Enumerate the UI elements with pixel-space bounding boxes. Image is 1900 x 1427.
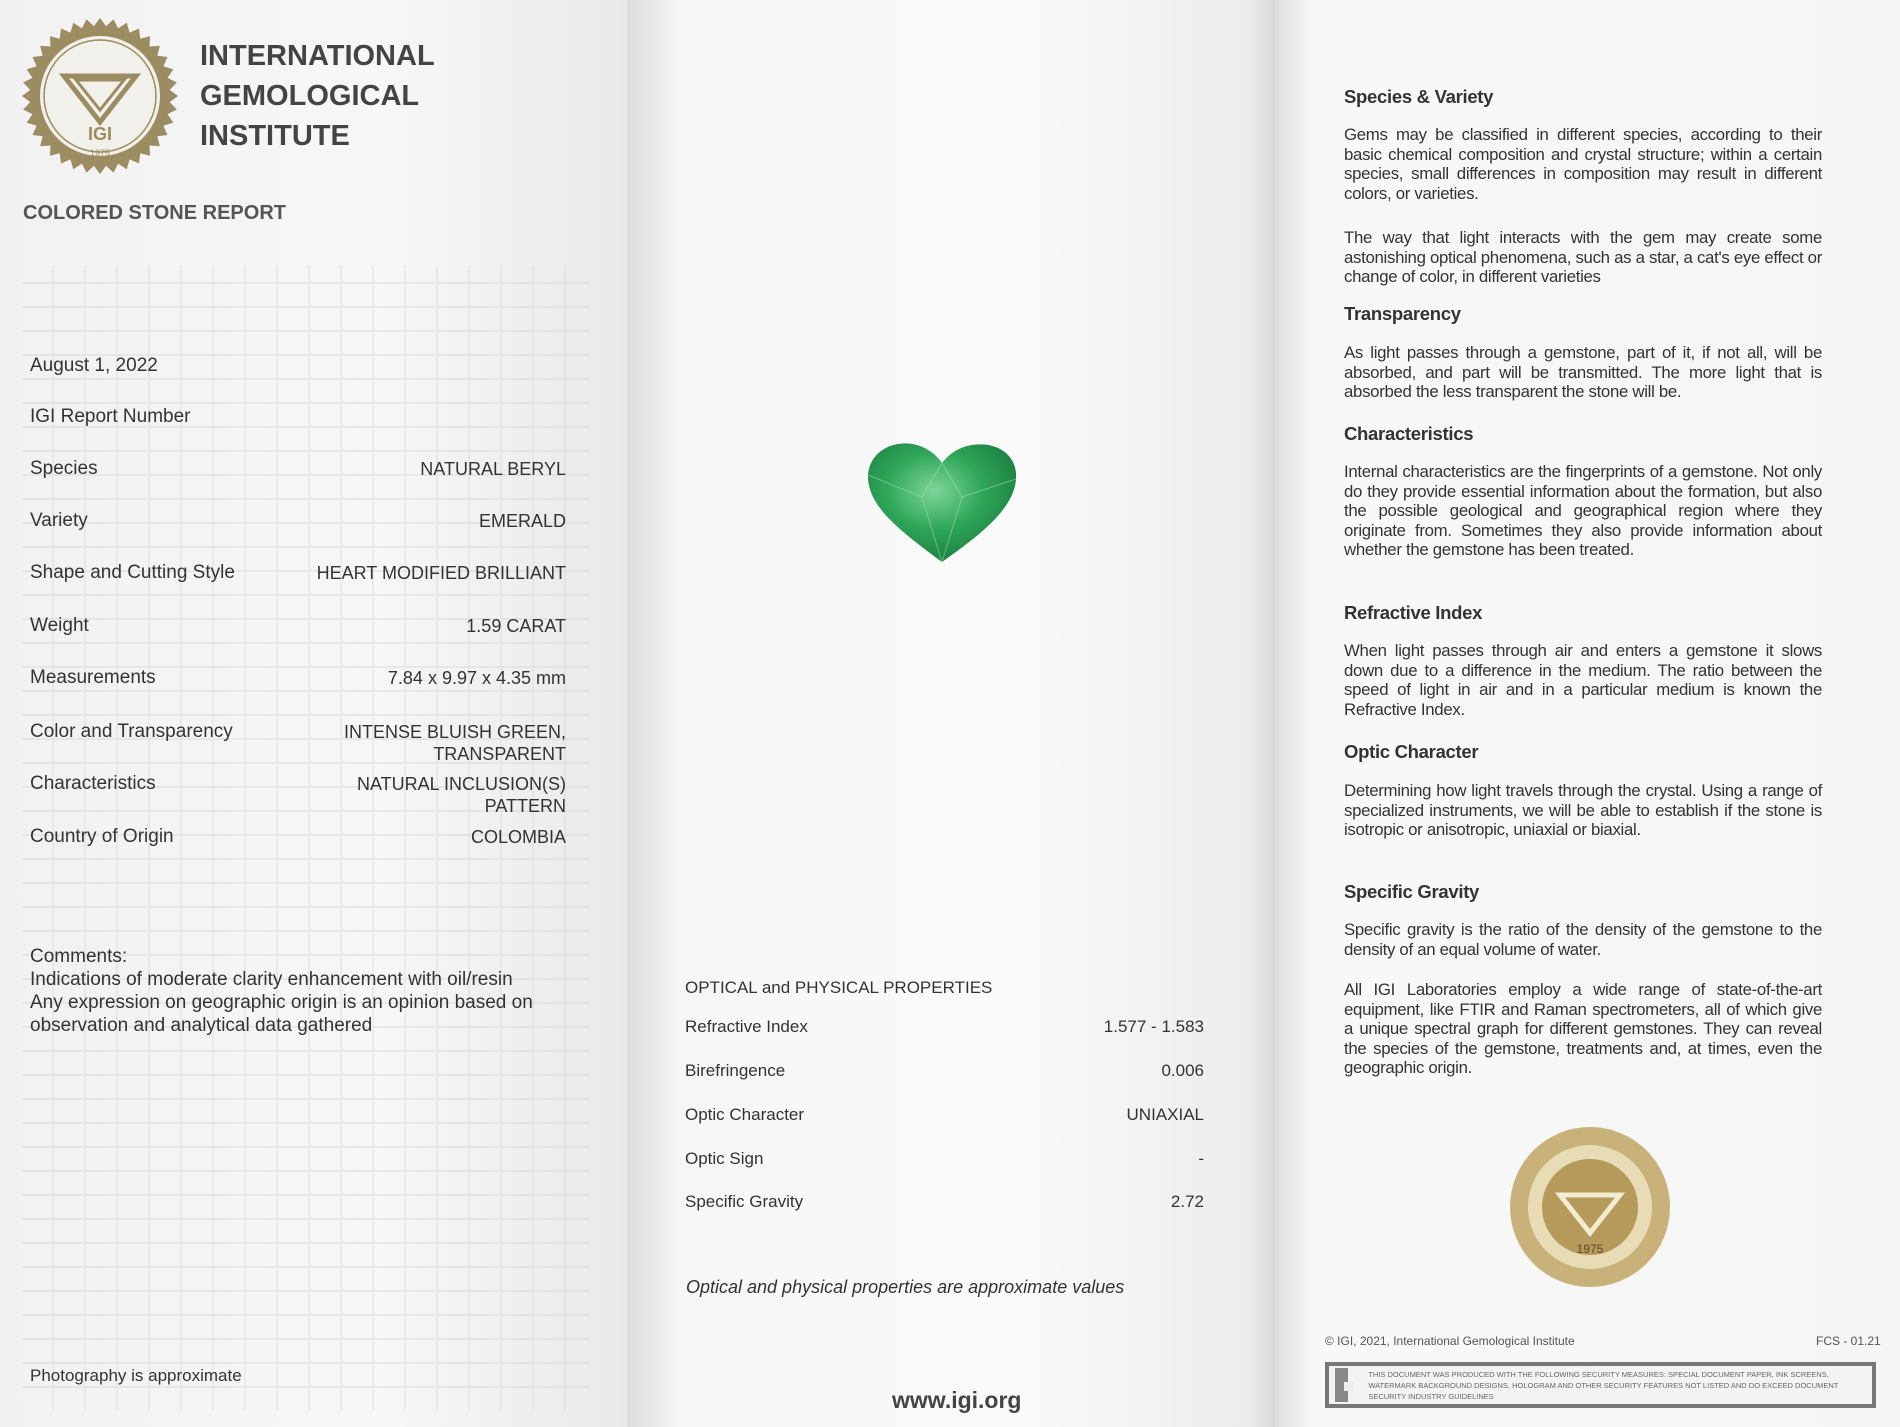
optical-value: 0.006 [1161, 1061, 1204, 1080]
igi-logo-seal [22, 18, 178, 174]
report-row [30, 406, 566, 428]
glossary-heading: Transparency [1344, 303, 1461, 324]
glossary-paragraph: When light passes through air and enters a gemstone it slows down due to a difference in the medium. The ratio between the speed of light in air and in a particular medium is known the Refractive Index. [1344, 641, 1822, 719]
row-value [471, 826, 566, 848]
optical-value: - [1198, 1149, 1204, 1168]
svg-text:1975: 1975 [1576, 1242, 1604, 1256]
optical-label: Refractive Index [685, 1017, 808, 1036]
org-name-line: GEMOLOGICAL [200, 80, 420, 112]
row-value [317, 562, 566, 584]
form-code: FCS - 01.21 [1816, 1334, 1881, 1348]
row-value-text: EMERALD [478, 511, 566, 531]
report-row [30, 826, 566, 848]
optical-row [685, 1149, 1204, 1169]
row-value-text: NATURAL BERYL [420, 459, 566, 479]
optical-row [685, 1192, 1204, 1212]
comments [30, 945, 570, 1037]
report-row [30, 615, 566, 637]
glossary-heading: Species & Variety [1344, 86, 1494, 107]
hologram-seal [1508, 1125, 1672, 1289]
optical-label: Optic Sign [685, 1149, 764, 1168]
report-date: August 1, 2022 [30, 355, 158, 376]
row-value-text: 7.84 x 9.97 x 4.35 mm [387, 668, 566, 688]
optical-value: 2.72 [1170, 1192, 1204, 1211]
row-value-text: NATURAL INCLUSION(S) [356, 774, 566, 794]
glossary-paragraph: The way that light interacts with the gem may create some astonishing optical phenomena, such as a star, a cat's eye effect or change of color, in different varieties [1344, 228, 1822, 286]
report-type: COLORED STONE REPORT [23, 202, 286, 224]
svg-text:1975: 1975 [89, 148, 111, 158]
optical-row [685, 1017, 1204, 1037]
glossary-paragraph: Specific gravity is the ratio of the density of the gemstone to the density of an equal volume of water. [1344, 920, 1822, 959]
row-value [466, 615, 566, 637]
org-name-line: INTERNATIONAL [200, 40, 435, 72]
glossary-paragraph: As light passes through a gemstone, part of it, if not all, will be absorbed, and part will be transmitted. The more light that is absorbed the less transparent the stone will be. [1344, 343, 1822, 401]
glossary-paragraph: All IGI Laboratories employ a wide range of state-of-the-art equipment, like FTIR and Raman spectrometers, all of which give a unique spectral graph for different gemstones. They can reveal the species of the gemstone, treatments and, at times, even the geographic origin. [1344, 980, 1822, 1077]
org-name-line: INSTITUTE [200, 120, 350, 152]
comment-text: Indications of moderate clarity enhancement with oil/resin [30, 969, 513, 990]
row-value [357, 773, 566, 817]
optical-label: Birefringence [685, 1061, 786, 1080]
row-label: Country of Origin [30, 826, 174, 847]
row-value-text: HEART MODIFIED BRILLIANT [316, 563, 566, 583]
row-value [388, 667, 566, 689]
row-value-text: TRANSPARENT [433, 744, 566, 764]
row-label: Characteristics [30, 773, 156, 794]
row-value [479, 510, 566, 532]
row-label: IGI Report Number [30, 406, 191, 427]
optical-note: Optical and physical properties are approximate values [686, 1277, 1125, 1297]
comments-label: Comments: [30, 946, 128, 967]
optical-label: Optic Character [685, 1105, 805, 1124]
report-row [30, 667, 566, 689]
report-row [30, 721, 566, 764]
row-value [344, 721, 566, 765]
glossary-heading: Specific Gravity [1344, 881, 1480, 902]
row-label: Color and Transparency [30, 721, 233, 742]
website-link[interactable]: www.igi.org [892, 1387, 1022, 1413]
report-row [30, 773, 566, 816]
row-value-text: 1.59 CARAT [466, 616, 566, 636]
glossary-paragraph: Gems may be classified in different species, according to their basic chemical composition and crystal structure; within a certain species, small differences in composition may result in different colors, or varieties. [1344, 125, 1822, 203]
lock-document-icon [1335, 1368, 1348, 1402]
report-row [30, 458, 566, 480]
svg-text:IGI: IGI [87, 124, 113, 144]
row-value-text: PATTERN [484, 796, 566, 816]
properties-panel [627, 0, 1275, 1427]
emerald-heart-photo [862, 437, 1022, 567]
glossary-paragraph: Determining how light travels through the crystal. Using a range of specialized instruments, we will be able to establish if the stone is isotropic or anisotropic, uniaxial or biaxial. [1344, 781, 1822, 839]
row-value [420, 458, 566, 480]
row-label: Species [30, 458, 98, 479]
comment-text: Any expression on geographic origin is an opinion based on observation and analytical data gathered [30, 992, 533, 1036]
row-value-text: COLOMBIA [470, 827, 566, 847]
security-text: THIS DOCUMENT WAS PRODUCED WITH THE FOLLOWING SECURITY MEASURES: SPECIAL DOCUMENT PAPER, INK SCREENS, WATERMARK BACKGROUND DESIGNS, HOLOGRAM AND OTHER SECURITY FEATURES NOT LISTED AND DO EXCEED DOCUMENT SECURITY INDUSTRY GUIDELINES [1368, 1369, 1839, 1401]
photo-note: Photography is approximate [30, 1366, 242, 1385]
optical-value: 1.577 - 1.583 [1103, 1017, 1204, 1036]
optical-row [685, 1061, 1204, 1081]
glossary-heading: Optic Character [1344, 741, 1479, 762]
org-name [200, 36, 435, 156]
row-label: Variety [30, 510, 88, 531]
row-label: Shape and Cutting Style [30, 562, 235, 583]
security-notice [1325, 1362, 1876, 1408]
row-label: Weight [30, 615, 89, 636]
report-row [30, 562, 566, 584]
optical-row [685, 1105, 1204, 1125]
glossary-heading: Refractive Index [1344, 602, 1483, 623]
row-label: Measurements [30, 667, 156, 688]
glossary-heading: Characteristics [1344, 423, 1474, 444]
report-row [30, 510, 566, 532]
row-value-text: INTENSE BLUISH GREEN, [343, 722, 566, 742]
optical-value: UNIAXIAL [1126, 1105, 1204, 1124]
glossary-paragraph: Internal characteristics are the fingerprints of a gemstone. Not only do they provide essential information about the formation, but also the possible geological and geographical region where they originate from. Sometimes they also provide information about whether the gemstone has been treated. [1344, 462, 1822, 559]
copyright: © IGI, 2021, International Gemological Institute [1325, 1334, 1575, 1348]
report-front-panel [0, 0, 627, 1427]
optical-title: OPTICAL and PHYSICAL PROPERTIES [685, 978, 993, 997]
optical-label: Specific Gravity [685, 1192, 804, 1211]
